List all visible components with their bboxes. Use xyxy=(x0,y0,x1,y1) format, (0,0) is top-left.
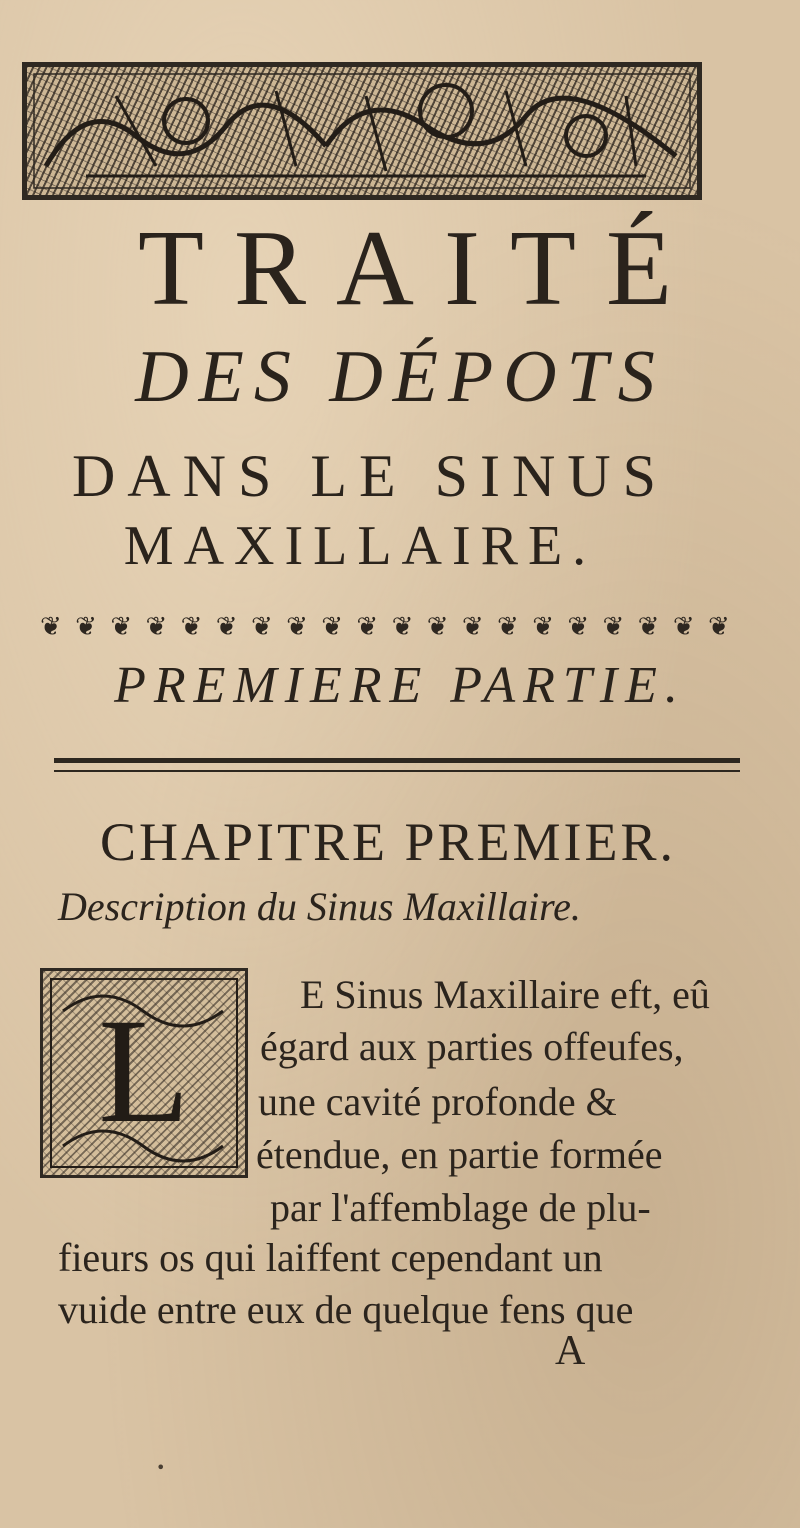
engraved-headpiece xyxy=(22,62,702,200)
body-line-1: E Sinus Maxillaire eft, eû xyxy=(300,972,710,1017)
body-line-3: une cavité profonde & xyxy=(258,1079,617,1124)
fleuron-icon: ❦ xyxy=(497,612,519,642)
fleuron-icon: ❦ xyxy=(356,612,379,642)
chapter-heading: CHAPITRE PREMIER. xyxy=(99,812,677,872)
fleuron-icon: ❦ xyxy=(75,612,97,642)
fleuron-icon: ❦ xyxy=(461,612,484,642)
paper-speck: • xyxy=(156,1458,166,1477)
fleuron-icon: ❦ xyxy=(145,612,168,642)
fleuron-icon: ❦ xyxy=(286,612,308,642)
body-line-2: égard aux parties offeufes, xyxy=(260,1024,684,1069)
title-dans-le-sinus: DANS LE SINUS xyxy=(71,443,669,509)
ornamental-dropcap xyxy=(40,968,248,1178)
body-line-5: par l'affemblage de plu- xyxy=(270,1185,651,1230)
part-heading: PREMIERE PARTIE. xyxy=(114,657,686,714)
body-line-6: fieurs os qui laiffent cependant un xyxy=(58,1235,603,1280)
fleuron-icon: ❦ xyxy=(180,612,203,642)
fleuron-icon: ❦ xyxy=(532,612,554,642)
fleuron-icon: ❦ xyxy=(567,612,590,642)
body-line-4: étendue, en partie formée xyxy=(256,1132,663,1177)
fleuron-icon: ❦ xyxy=(215,612,238,642)
fleuron-ornament-row xyxy=(40,600,730,654)
title-des-depots: DES DÉPOTS xyxy=(135,336,665,418)
fleuron-icon: ❦ xyxy=(602,612,625,642)
dropcap-engraving xyxy=(43,971,245,1175)
dropcap-glyph: L xyxy=(98,988,190,1154)
chapter-subtitle: Description du Sinus Maxillaire. xyxy=(58,884,581,929)
fleuron-icon: ❦ xyxy=(426,612,449,642)
fleuron-icon: ❦ xyxy=(391,612,414,642)
fleuron-icon: ❦ xyxy=(637,612,660,642)
fleuron-icon: ❦ xyxy=(250,612,273,642)
divider-rule-thick xyxy=(54,758,740,763)
fleuron-icon: ❦ xyxy=(707,612,730,642)
headpiece-engraving xyxy=(26,66,698,196)
fleuron-icon: ❦ xyxy=(321,612,344,642)
fleuron-icon: ❦ xyxy=(672,612,695,642)
fleuron-icon: ❦ xyxy=(110,612,133,642)
fleuron-icon: ❦ xyxy=(40,612,62,642)
signature-mark: A xyxy=(555,1328,586,1374)
title-traite: TRAITÉ xyxy=(138,209,702,328)
divider-rule-thin xyxy=(54,770,740,772)
title-maxillaire: MAXILLAIRE. xyxy=(123,515,597,577)
body-line-7: vuide entre eux de quelque fens que xyxy=(58,1287,634,1332)
